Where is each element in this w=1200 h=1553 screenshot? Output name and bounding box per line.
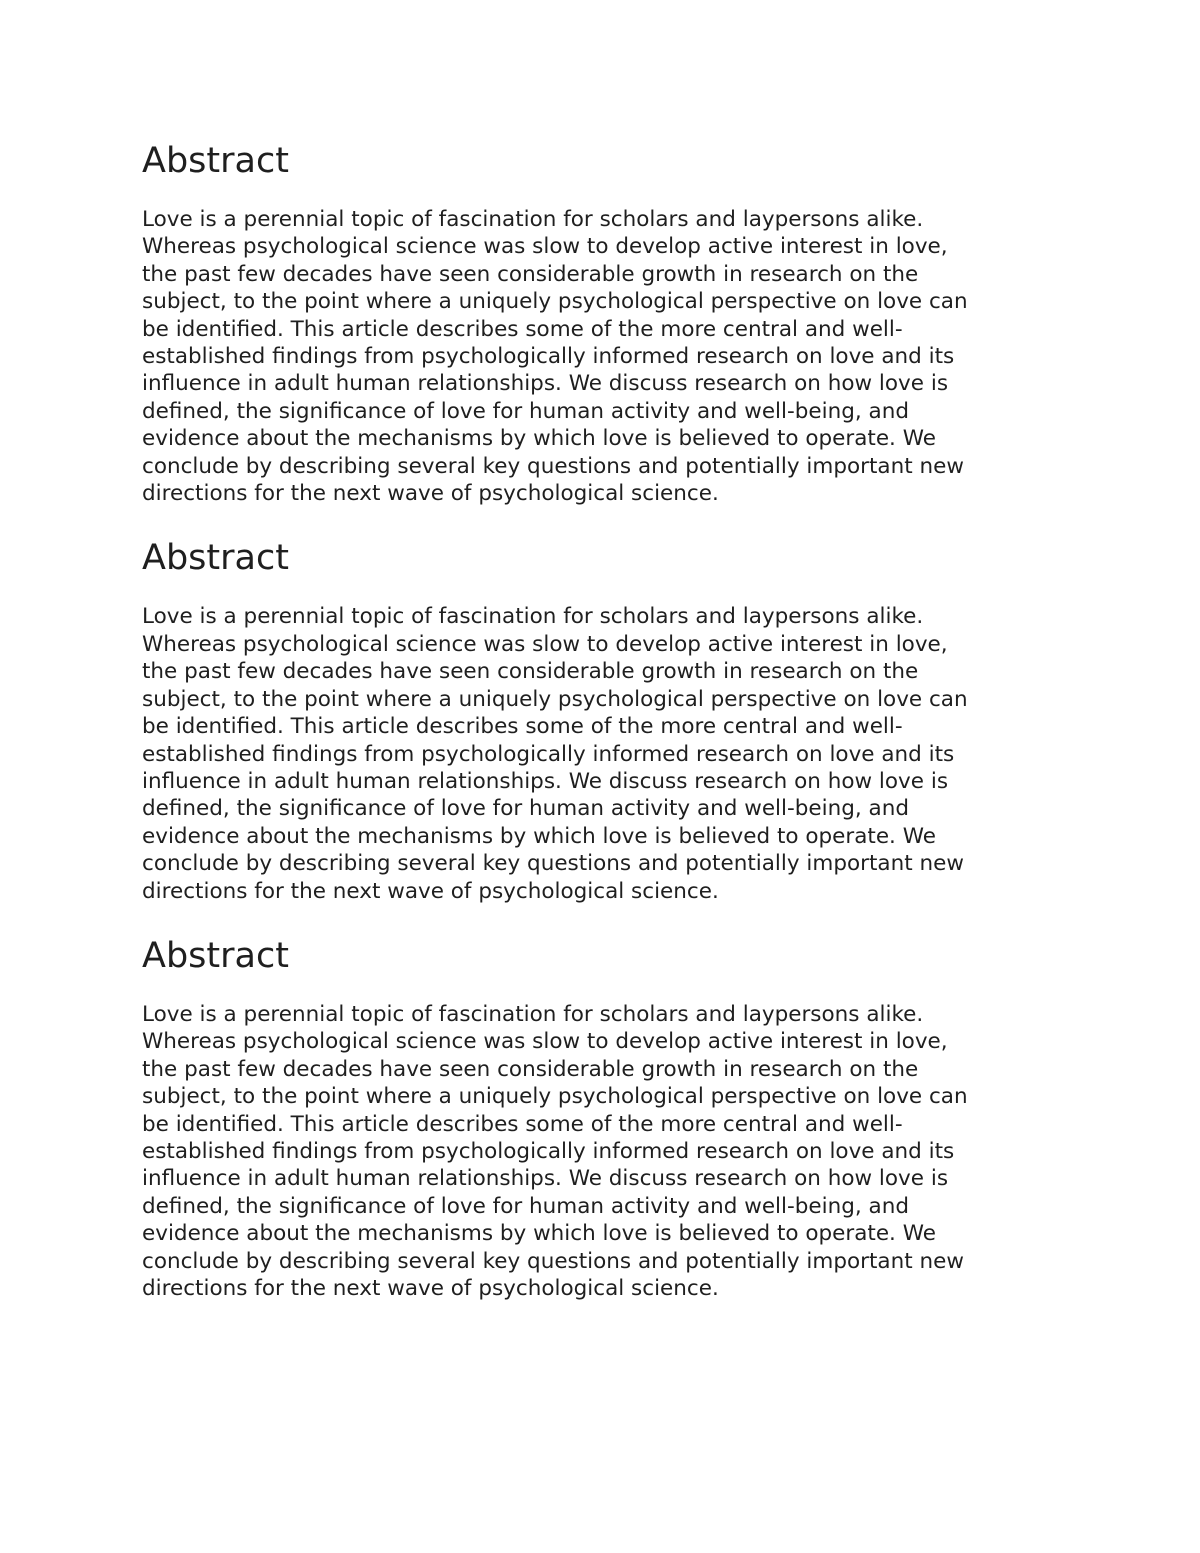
paragraph-line: be identified. This article describes some of the more central and well- [142,714,903,740]
paragraph-line: influence in adult human relationships. We discuss research on how love is [142,768,949,794]
abstract-section-3 [142,935,1072,1302]
paragraph-line: evidence about the mechanisms by which love is believed to operate. We [142,1221,936,1247]
paragraph-line: established findings from psychologically informed research on love and its [142,1138,955,1164]
paragraph-line: evidence about the mechanisms by which love is believed to operate. We [142,426,936,452]
paragraph-line: be identified. This article describes some of the more central and well- [142,1111,903,1137]
paragraph-line: be identified. This article describes some of the more central and well- [142,316,903,342]
abstract-section-1 [142,140,1072,507]
section-heading: Abstract [142,935,289,976]
paragraph-line: Whereas psychological science was slow to develop active interest in love, [142,1029,948,1055]
paragraph-line: conclude by describing several key questions and potentially important new [142,453,964,479]
paragraph-line: the past few decades have seen considerable growth in research on the [142,659,919,685]
abstract-paragraph [142,206,1072,507]
paragraph-line: directions for the next wave of psychological science. [142,481,719,507]
paragraph-line: conclude by describing several key questions and potentially important new [142,1248,964,1274]
paragraph-line: subject, to the point where a uniquely psychological perspective on love can [142,686,968,712]
paragraph-line: defined, the significance of love for human activity and well-being, and [142,796,909,822]
paragraph-line: established findings from psychologically informed research on love and its [142,741,955,767]
paragraph-line: influence in adult human relationships. We discuss research on how love is [142,1166,949,1192]
paragraph-line: subject, to the point where a uniquely psychological perspective on love can [142,289,968,315]
paragraph-line: defined, the significance of love for human activity and well-being, and [142,1193,909,1219]
abstract-paragraph [142,603,1072,904]
paragraph-line: directions for the next wave of psychological science. [142,878,719,904]
paragraph-line: established findings from psychologically informed research on love and its [142,344,955,370]
paragraph-line: conclude by describing several key questions and potentially important new [142,851,964,877]
paragraph-line: evidence about the mechanisms by which love is believed to operate. We [142,823,936,849]
paragraph-line: the past few decades have seen considerable growth in research on the [142,261,919,287]
paragraph-line: Love is a perennial topic of fascination for scholars and laypersons alike. [142,1001,924,1027]
abstract-paragraph [142,1001,1072,1302]
paragraph-line: Whereas psychological science was slow to develop active interest in love, [142,234,948,260]
paragraph-line: Love is a perennial topic of fascination for scholars and laypersons alike. [142,604,924,630]
paragraph-line: influence in adult human relationships. We discuss research on how love is [142,371,949,397]
paragraph-line: directions for the next wave of psychological science. [142,1276,719,1301]
paragraph-line: subject, to the point where a uniquely psychological perspective on love can [142,1084,968,1110]
paragraph-line: Whereas psychological science was slow to develop active interest in love, [142,631,948,657]
paragraph-line: defined, the significance of love for human activity and well-being, and [142,398,909,424]
section-heading: Abstract [142,141,289,181]
paragraph-line: the past few decades have seen considerable growth in research on the [142,1056,919,1082]
section-heading: Abstract [142,538,289,579]
document-page [142,140,1072,1302]
abstract-section-2 [142,537,1072,904]
paragraph-line: Love is a perennial topic of fascination for scholars and laypersons alike. [142,207,924,232]
